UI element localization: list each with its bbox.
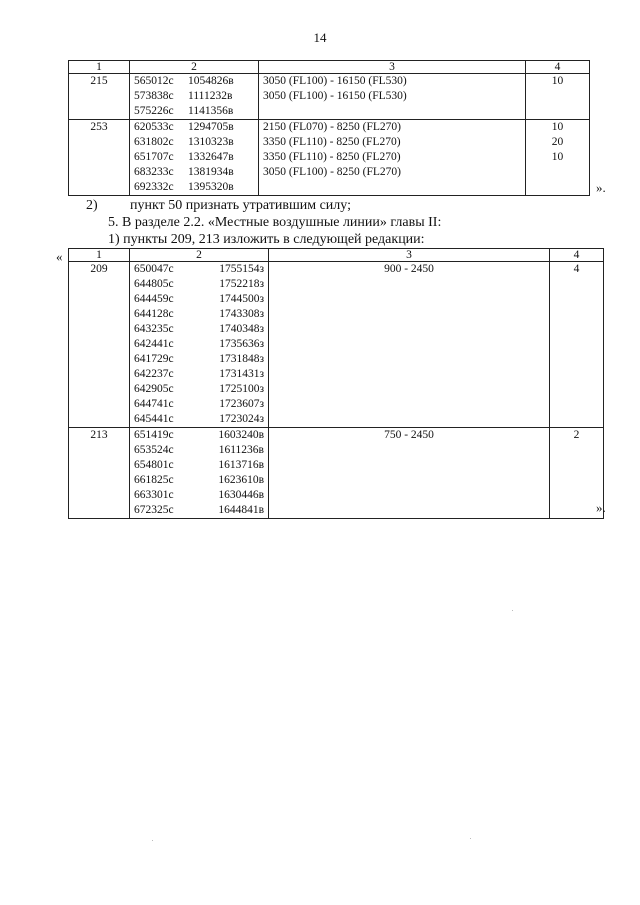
flight-level: 3050 (FL100) - 16150 (FL530) bbox=[263, 75, 407, 87]
latitude: 644459с bbox=[134, 293, 174, 305]
page-number: 14 bbox=[313, 30, 327, 45]
longitude: 1613716в bbox=[218, 459, 264, 471]
longitude: 1644841в bbox=[218, 504, 264, 516]
coordinates-cell bbox=[130, 120, 259, 196]
levels-cell bbox=[259, 120, 526, 196]
coordinates-cell bbox=[130, 74, 259, 120]
header-col-1: 1 bbox=[69, 61, 130, 74]
altitude-range: 900 - 2450 bbox=[384, 263, 434, 275]
scan-speck bbox=[470, 838, 471, 839]
levels-cell bbox=[259, 74, 526, 120]
latitude: 692332с bbox=[134, 181, 174, 193]
table-airways-2 bbox=[68, 248, 604, 519]
closing-quote: ». bbox=[596, 500, 606, 515]
col4-value: 10 bbox=[551, 75, 564, 87]
coordinate-pair bbox=[134, 307, 264, 322]
latitude: 575226с bbox=[134, 105, 174, 117]
header-col-2: 2 bbox=[130, 61, 259, 74]
longitude: 1054826в bbox=[188, 75, 234, 87]
latitude: 642441с bbox=[134, 338, 174, 350]
coordinate-pair bbox=[134, 135, 254, 150]
latitude: 642237с bbox=[134, 368, 174, 380]
altitude-range: 750 - 2450 bbox=[384, 429, 434, 441]
col4-cell bbox=[526, 120, 590, 196]
coordinate-pair bbox=[134, 120, 254, 135]
longitude: 1332647в bbox=[188, 151, 234, 163]
coordinate-pair bbox=[134, 367, 264, 382]
coordinate-pair bbox=[134, 503, 264, 518]
table-row bbox=[69, 120, 590, 196]
longitude: 1623610в bbox=[218, 474, 264, 486]
coordinate-pair bbox=[134, 150, 254, 165]
longitude: 1141356в bbox=[188, 105, 234, 117]
table-header-row bbox=[69, 249, 604, 262]
latitude: 573838с bbox=[134, 90, 174, 102]
coordinate-pair bbox=[134, 337, 264, 352]
coordinate-pair bbox=[134, 292, 264, 307]
latitude: 643235с bbox=[134, 323, 174, 335]
latitude: 644741с bbox=[134, 398, 174, 410]
row-number: 215 bbox=[69, 74, 130, 120]
levels-cell bbox=[269, 428, 550, 519]
latitude: 672325с bbox=[134, 504, 174, 516]
longitude: 1731431з bbox=[219, 368, 264, 380]
coordinate-pair bbox=[134, 262, 264, 277]
longitude: 1381934в bbox=[188, 166, 234, 178]
coordinate-pair bbox=[134, 277, 264, 292]
latitude: 651419с bbox=[134, 429, 174, 441]
header-col-4: 4 bbox=[526, 61, 590, 74]
flight-level: 2150 (FL070) - 8250 (FL270) bbox=[263, 121, 401, 133]
opening-quote: « bbox=[56, 249, 63, 264]
coordinate-pair bbox=[134, 458, 264, 473]
latitude: 683233с bbox=[134, 166, 174, 178]
levels-cell bbox=[269, 262, 550, 428]
coordinate-pair bbox=[134, 180, 254, 195]
longitude: 1743308з bbox=[219, 308, 264, 320]
coordinate-pair bbox=[134, 397, 264, 412]
item-2-text: пункт 50 признать утратившим силу; bbox=[130, 198, 351, 213]
coordinate-pair bbox=[134, 382, 264, 397]
coordinate-pair bbox=[134, 412, 264, 427]
coordinate-pair bbox=[134, 428, 264, 443]
latitude: 651707с bbox=[134, 151, 174, 163]
table-row bbox=[69, 74, 590, 120]
flight-level: 3350 (FL110) - 8250 (FL270) bbox=[263, 151, 401, 163]
longitude: 1603240в bbox=[218, 429, 264, 441]
header-col-4: 4 bbox=[550, 249, 604, 262]
latitude: 661825с bbox=[134, 474, 174, 486]
header-col-2: 2 bbox=[130, 249, 269, 262]
latitude: 663301с bbox=[134, 489, 174, 501]
coordinate-pair bbox=[134, 473, 264, 488]
col4-value: 10 bbox=[551, 151, 564, 163]
latitude: 631802с bbox=[134, 136, 174, 148]
longitude: 1755154з bbox=[219, 263, 264, 275]
latitude: 620533с bbox=[134, 121, 174, 133]
coordinates-cell bbox=[130, 262, 269, 428]
latitude: 644128с bbox=[134, 308, 174, 320]
latitude: 642905с bbox=[134, 383, 174, 395]
latitude: 565012с bbox=[134, 75, 174, 87]
latitude: 654801с bbox=[134, 459, 174, 471]
longitude: 1111232в bbox=[188, 90, 233, 102]
coordinate-pair bbox=[134, 165, 254, 180]
table-header-row bbox=[69, 61, 590, 74]
coordinate-pair bbox=[134, 74, 254, 89]
col4-value: 4 bbox=[573, 263, 580, 275]
coordinate-pair bbox=[134, 89, 254, 104]
flight-level: 3050 (FL100) - 16150 (FL530) bbox=[263, 90, 407, 102]
item-1-text: 1) пункты 209, 213 изложить в следующей редакции: bbox=[108, 232, 425, 247]
latitude: 644805с bbox=[134, 278, 174, 290]
longitude: 1744500з bbox=[219, 293, 264, 305]
col4-value: 20 bbox=[551, 136, 564, 148]
longitude: 1723024з bbox=[219, 413, 264, 425]
row-number: 209 bbox=[69, 262, 130, 428]
coordinate-pair bbox=[134, 104, 254, 119]
longitude: 1731848з bbox=[219, 353, 264, 365]
latitude: 645441с bbox=[134, 413, 174, 425]
longitude: 1630446в bbox=[218, 489, 264, 501]
coordinate-pair bbox=[134, 322, 264, 337]
table-row bbox=[69, 262, 604, 428]
col4-value: 10 bbox=[551, 121, 564, 133]
coordinate-pair bbox=[134, 443, 264, 458]
row-number: 213 bbox=[69, 428, 130, 519]
scan-speck bbox=[152, 840, 153, 841]
latitude: 650047с bbox=[134, 263, 174, 275]
header-col-3: 3 bbox=[269, 249, 550, 262]
coordinates-cell bbox=[130, 428, 269, 519]
item-2-number: 2) bbox=[86, 198, 98, 213]
longitude: 1395320в bbox=[188, 181, 234, 193]
flight-level: 3350 (FL110) - 8250 (FL270) bbox=[263, 136, 401, 148]
longitude: 1723607з bbox=[219, 398, 264, 410]
col4-cell bbox=[526, 74, 590, 120]
latitude: 641729с bbox=[134, 353, 174, 365]
table-airways-1 bbox=[68, 60, 590, 196]
longitude: 1725100з bbox=[219, 383, 264, 395]
longitude: 1735636з bbox=[219, 338, 264, 350]
longitude: 1310323в bbox=[188, 136, 234, 148]
longitude: 1611236в bbox=[218, 444, 264, 456]
row-number: 253 bbox=[69, 120, 130, 196]
flight-level: 3050 (FL100) - 8250 (FL270) bbox=[263, 166, 401, 178]
header-col-1: 1 bbox=[69, 249, 130, 262]
longitude: 1740348з bbox=[219, 323, 264, 335]
latitude: 653524с bbox=[134, 444, 174, 456]
table-row bbox=[69, 428, 604, 519]
longitude: 1752218з bbox=[219, 278, 264, 290]
coordinate-pair bbox=[134, 488, 264, 503]
col4-cell bbox=[550, 262, 604, 428]
closing-quote: ». bbox=[596, 180, 606, 195]
scan-speck bbox=[512, 610, 513, 611]
section-5-heading: 5. В разделе 2.2. «Местные воздушные линии» главы II: bbox=[108, 215, 442, 230]
longitude: 1294705в bbox=[188, 121, 234, 133]
coordinate-pair bbox=[134, 352, 264, 367]
col4-value: 2 bbox=[573, 429, 580, 441]
header-col-3: 3 bbox=[259, 61, 526, 74]
